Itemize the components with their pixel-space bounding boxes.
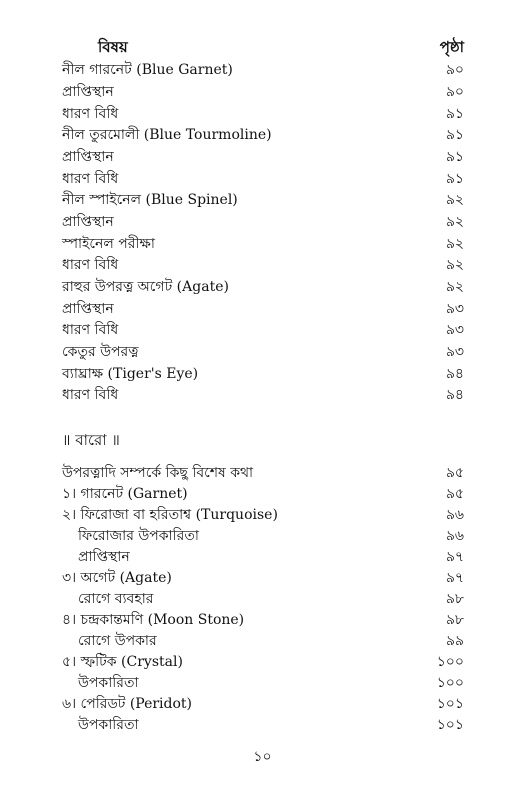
entry-page: ৯৬ <box>445 528 464 544</box>
entry-page: ৯১ <box>445 149 464 165</box>
toc-entry <box>62 190 464 211</box>
entry-title: নীল স্পাইনেল (Blue Spinel) <box>62 192 238 208</box>
entry-page: ১০১ <box>436 717 464 733</box>
toc-entry <box>62 484 464 505</box>
entry-page: ৯২ <box>445 279 464 295</box>
entry-title: রাহুর উপরত্ন অগেট (Agate) <box>62 279 229 295</box>
entry-page: ৯৩ <box>445 322 464 338</box>
entry-title: ২। ফিরোজা বা হরিতাশ্ব (Turquoise) <box>62 507 278 523</box>
toc-entry <box>62 547 464 568</box>
entry-page: ৯৪ <box>445 387 464 403</box>
entry-title: প্রাপ্তিস্থান <box>62 84 114 100</box>
entry-title: প্রাপ্তিস্থান <box>62 149 114 165</box>
entry-title: ধারণ বিধি <box>62 322 119 338</box>
toc-entry <box>62 320 464 341</box>
entry-page: ৯২ <box>445 236 464 252</box>
toc-entry <box>62 505 464 526</box>
entry-page: ৯৮ <box>445 591 464 607</box>
entry-title: উপকারিতা <box>78 717 139 733</box>
entry-title: নীল তুরমোলী (Blue Tourmoline) <box>62 127 272 143</box>
page-heading: পৃষ্ঠা <box>439 38 464 56</box>
contents-header <box>62 36 464 58</box>
toc-entry <box>62 364 464 385</box>
toc-entry <box>62 234 464 255</box>
entry-page: ৯৩ <box>445 344 464 360</box>
toc-entry <box>62 125 464 146</box>
toc-entry <box>62 255 464 276</box>
entry-page: ৯৮ <box>445 612 464 628</box>
entry-page: ৯৪ <box>445 366 464 382</box>
entry-page: ৯১ <box>445 127 464 143</box>
entry-title: কেতুর উপরত্ন <box>62 344 139 360</box>
entry-page: ৯৩ <box>445 301 464 317</box>
toc-entry <box>62 212 464 233</box>
entry-page: ৯৭ <box>445 570 464 586</box>
entry-page: ৯০ <box>445 62 464 78</box>
entry-page: ৯১ <box>445 106 464 122</box>
toc-entry <box>62 631 464 652</box>
entry-page: ৯৯ <box>445 633 464 649</box>
entry-title: ধারণ বিধি <box>62 171 119 187</box>
toc-entry <box>62 277 464 298</box>
entry-title: ধারণ বিধি <box>62 387 119 403</box>
entry-page: ৯৫ <box>445 486 464 502</box>
toc-entry <box>62 610 464 631</box>
entry-title: উপকারিতা <box>78 675 139 691</box>
page-number: ১০ <box>253 749 272 765</box>
entry-page: ৯০ <box>445 84 464 100</box>
toc-entry <box>62 385 464 406</box>
entry-page: ৯৫ <box>445 465 464 481</box>
toc-entry <box>62 673 464 694</box>
entry-page: ৯১ <box>445 171 464 187</box>
entry-page: ৯২ <box>445 192 464 208</box>
entry-page: ১০০ <box>436 675 464 691</box>
toc-entry <box>62 589 464 610</box>
toc-entry <box>62 463 464 484</box>
entry-title: প্রাপ্তিস্থান <box>78 549 130 565</box>
entry-page: ৯৭ <box>445 549 464 565</box>
toc-entry <box>62 568 464 589</box>
subject-heading: বিষয় <box>98 38 128 56</box>
entry-title: উপরত্নাদি সম্পর্কে কিছু বিশেষ কথা <box>62 465 254 481</box>
toc-entry <box>62 104 464 125</box>
toc-entry <box>62 299 464 320</box>
toc-entry <box>62 342 464 363</box>
entry-title: রোগে ব্যবহার <box>78 591 154 607</box>
toc-entry <box>62 694 464 715</box>
entry-title: নীল গারনেট (Blue Garnet) <box>62 62 233 78</box>
toc-entry <box>62 652 464 673</box>
toc-entry <box>62 147 464 168</box>
toc-entry <box>62 60 464 81</box>
entry-title: ৫। স্ফটিক (Crystal) <box>62 654 183 670</box>
entry-page: ১০১ <box>436 696 464 712</box>
entry-title: ফিরোজার উপকারিতা <box>78 528 199 544</box>
entry-page: ৯৬ <box>445 507 464 523</box>
entry-page: ১০০ <box>436 654 464 670</box>
entry-title: প্রাপ্তিস্থান <box>62 301 114 317</box>
entry-title: প্রাপ্তিস্থান <box>62 214 114 230</box>
toc-entry <box>62 169 464 190</box>
entry-title: ধারণ বিধি <box>62 257 119 273</box>
toc-entry <box>62 715 464 736</box>
entry-page: ৯২ <box>445 214 464 230</box>
entry-title: ব্যাঘ্রাক্ষ (Tiger's Eye) <box>62 366 199 382</box>
toc-entry <box>62 526 464 547</box>
entry-title: রোগে উপকার <box>78 633 157 649</box>
entry-title: ৬। পেরিডট (Peridot) <box>62 696 193 712</box>
entry-title: ৪। চন্দ্রকান্তমণি (Moon Stone) <box>62 612 245 628</box>
entry-title: ৩। অগেট (Agate) <box>62 570 172 586</box>
entry-page: ৯২ <box>445 257 464 273</box>
section-title: ॥ বারো ॥ <box>62 431 120 449</box>
toc-entry <box>62 82 464 103</box>
entry-title: ১। গারনেট (Garnet) <box>62 486 188 502</box>
entry-title: স্পাইনেল পরীক্ষা <box>62 236 155 252</box>
entry-title: ধারণ বিধি <box>62 106 119 122</box>
